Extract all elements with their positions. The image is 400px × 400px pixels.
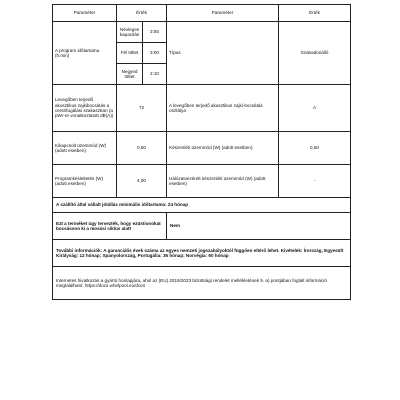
header-value-right: Érték xyxy=(279,5,351,22)
type-label: Típus xyxy=(167,22,279,85)
energy-label-document xyxy=(52,4,350,300)
silver-ion-value: Nem xyxy=(167,213,351,240)
header-parameter-right: Paraméter xyxy=(167,5,279,22)
parameters-table xyxy=(52,4,351,300)
duration-subrow-label: Névleges kapacitás xyxy=(117,22,143,43)
noise-label: Levegőben terjedő akusztikus zajkibocsátás a centrifugálási szakaszban (a pWr-re vonatkoztatott dB(A)) xyxy=(53,85,117,132)
header-parameter: Paraméter xyxy=(53,5,117,22)
noise-class-label: A levegőben terjedő akusztikus zajki-bocsátás osztálya xyxy=(167,85,279,132)
duration-subrow-label: Negyed töltet xyxy=(117,64,143,85)
duration-subrow-value: 2:10 xyxy=(143,64,167,85)
type-value: Szabadonálló xyxy=(279,22,351,85)
standby-value: 0,50 xyxy=(279,132,351,165)
off-mode-value: 0,50 xyxy=(117,132,167,165)
networked-standby-value: - xyxy=(279,165,351,198)
manufacturer-link-text: Internetes hivatkozás a gyártó honlapjára, ahol az (EU) 2019/2023 bizottsági rendelet mellékletének 9. a) pontjában foglalt információ megtalálható: https://docs.whirlpool.eu/docs xyxy=(53,267,351,300)
program-duration-label: A program időtartama (h:min) xyxy=(53,22,117,85)
extra-info-text: További információk: A garanciális évek száma az egyes nemzeti jogszabályoktól függően eltérő lehet. Kivételek: Írország, Egyesült Királyság: 12 hónap; Spanyolország, Portugália: 36 hónap; Norvégia: 60 hónap xyxy=(53,240,351,267)
noise-value: 72 xyxy=(117,85,167,132)
warranty-text: A szállító által vállalt jótállás minimális időtartama: 24 hónap xyxy=(53,198,351,213)
noise-class-value: A xyxy=(279,85,351,132)
off-mode-label: Kikapcsolt üzemmód (W) (adott esetben) xyxy=(53,132,117,165)
duration-subrow-value: 3:00 xyxy=(143,43,167,64)
delay-start-value: 4,00 xyxy=(117,165,167,198)
delay-start-label: Programkésleltetés (W) (adott esetben) xyxy=(53,165,117,198)
networked-standby-label: Hálózatvezérelt készenléti üzemmód (W) (adott esetben) xyxy=(167,165,279,198)
standby-label: Készenléti üzemmód (W) (adott esetben) xyxy=(167,132,279,165)
duration-subrow-value: 3:55 xyxy=(143,22,167,43)
header-value: Érték xyxy=(117,5,167,22)
silver-ion-label: Ezt a terméket úgy tervezték, hogy ezüstionokat bocsásson ki a mosási ciklus alatt xyxy=(53,213,167,240)
duration-subrow-label: Fél töltet xyxy=(117,43,143,64)
